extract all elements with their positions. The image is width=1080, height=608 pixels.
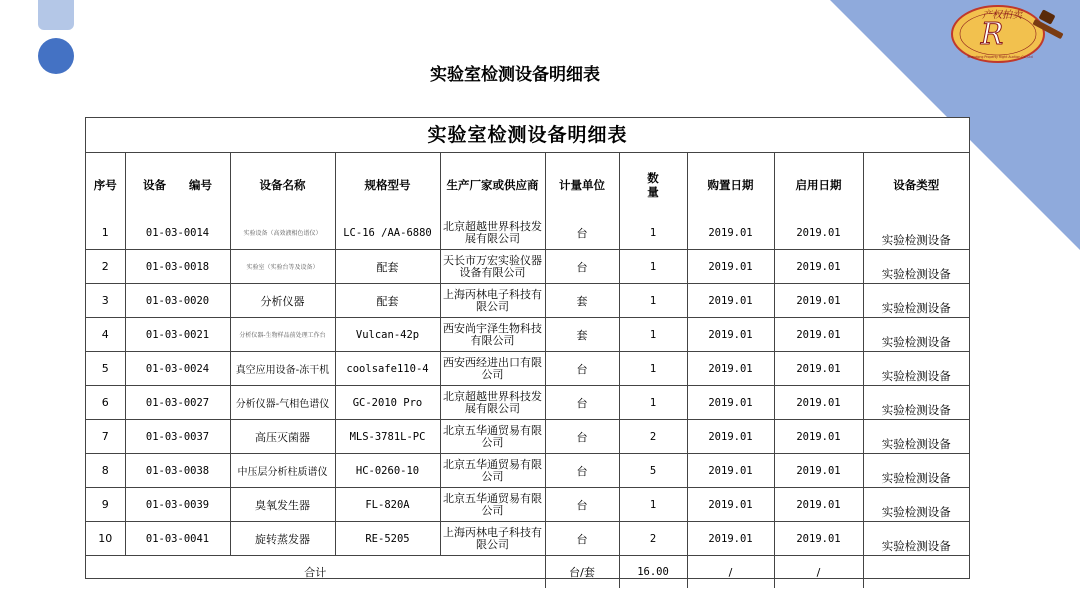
code-cell: 01-03-0038 [125, 454, 230, 488]
code-cell: 01-03-0027 [125, 386, 230, 420]
table-row [86, 420, 969, 454]
name-cell: 实验室（实验台等及设备） [230, 250, 335, 284]
header-cell: 规格型号 [335, 153, 440, 216]
table-row [86, 250, 969, 284]
quantity-cell: 2 [619, 522, 687, 556]
sheet-title: 实验室检测设备明细表 [86, 118, 969, 153]
quantity-cell: 1 [619, 386, 687, 420]
table-row [86, 488, 969, 522]
table-row [86, 216, 969, 250]
total-type-empty [863, 556, 969, 589]
table-row [86, 522, 969, 556]
table-row [86, 284, 969, 318]
purchase-date-cell: 2019.01 [687, 318, 774, 352]
purchase-date-cell: 2019.01 [687, 522, 774, 556]
quantity-cell: 1 [619, 250, 687, 284]
header-cell: 设备类型 [863, 153, 969, 216]
total-row [86, 556, 969, 589]
supplier-cell: 北京超越世界科技发展有限公司 [440, 216, 545, 250]
model-cell: Vulcan-42p [335, 318, 440, 352]
type-cell: 实验检测设备 [863, 284, 969, 318]
index-cell: 1 [86, 216, 125, 250]
slide-title: 实验室检测设备明细表 [430, 65, 600, 85]
start-date-cell: 2019.01 [774, 250, 863, 284]
unit-cell: 台 [545, 488, 619, 522]
type-cell: 实验检测设备 [863, 250, 969, 284]
code-cell: 01-03-0018 [125, 250, 230, 284]
start-date-cell: 2019.01 [774, 216, 863, 250]
model-cell: GC-2010 Pro [335, 386, 440, 420]
model-cell: FL-820A [335, 488, 440, 522]
header-cell: 购置日期 [687, 153, 774, 216]
code-cell: 01-03-0024 [125, 352, 230, 386]
name-cell: 分析仪器-气相色谱仪 [230, 386, 335, 420]
table-row [86, 454, 969, 488]
name-cell: 分析仪器 [230, 284, 335, 318]
start-date-cell: 2019.01 [774, 488, 863, 522]
model-cell: 配套 [335, 284, 440, 318]
start-date-cell: 2019.01 [774, 420, 863, 454]
unit-cell: 套 [545, 284, 619, 318]
start-date-cell: 2019.01 [774, 284, 863, 318]
unit-cell: 台 [545, 250, 619, 284]
code-cell: 01-03-0021 [125, 318, 230, 352]
total-label: 合计 [86, 556, 545, 589]
supplier-cell: 北京五华通贸易有限公司 [440, 454, 545, 488]
index-cell: 6 [86, 386, 125, 420]
total-purchase-date: / [687, 556, 774, 589]
purchase-date-cell: 2019.01 [687, 488, 774, 522]
name-cell: 旋转蒸发器 [230, 522, 335, 556]
code-cell: 01-03-0041 [125, 522, 230, 556]
model-cell: LC-16 /AA-6880 [335, 216, 440, 250]
type-cell: 实验检测设备 [863, 420, 969, 454]
supplier-cell: 北京超越世界科技发展有限公司 [440, 386, 545, 420]
supplier-cell: 天长市万宏实验仪器设备有限公司 [440, 250, 545, 284]
equipment-sheet [85, 117, 970, 579]
purchase-date-cell: 2019.01 [687, 420, 774, 454]
supplier-cell: 北京五华通贸易有限公司 [440, 420, 545, 454]
header-cell: 序号 [86, 153, 125, 216]
code-cell: 01-03-0020 [125, 284, 230, 318]
type-cell: 实验检测设备 [863, 216, 969, 250]
purchase-date-cell: 2019.01 [687, 216, 774, 250]
unit-cell: 台 [545, 522, 619, 556]
header-cell: 设备名称 [230, 153, 335, 216]
name-cell: 分析仪器-生物样品前处理工作台 [230, 318, 335, 352]
unit-cell: 台 [545, 454, 619, 488]
quantity-cell: 1 [619, 488, 687, 522]
company-logo [948, 2, 1074, 64]
supplier-cell: 西安西经进出口有限公司 [440, 352, 545, 386]
type-cell: 实验检测设备 [863, 522, 969, 556]
index-cell: 9 [86, 488, 125, 522]
total-start-date: / [774, 556, 863, 589]
index-cell: 3 [86, 284, 125, 318]
header-cell: 设备 编号 [125, 153, 230, 216]
purchase-date-cell: 2019.01 [687, 284, 774, 318]
total-unit: 台/套 [545, 556, 619, 589]
unit-cell: 台 [545, 352, 619, 386]
header-cell: 生产厂家或供应商 [440, 153, 545, 216]
logo-text: 产权拍卖 [982, 10, 1022, 21]
index-cell: 2 [86, 250, 125, 284]
type-cell: 实验检测设备 [863, 488, 969, 522]
model-cell: HC-0260-10 [335, 454, 440, 488]
code-cell: 01-03-0014 [125, 216, 230, 250]
header-row [86, 153, 969, 216]
model-cell: 配套 [335, 250, 440, 284]
quantity-cell: 1 [619, 352, 687, 386]
model-cell: coolsafe110-4 [335, 352, 440, 386]
purchase-date-cell: 2019.01 [687, 454, 774, 488]
index-cell: 10 [86, 522, 125, 556]
total-quantity: 16.00 [619, 556, 687, 589]
index-cell: 8 [86, 454, 125, 488]
table-row [86, 318, 969, 352]
quantity-cell: 5 [619, 454, 687, 488]
supplier-cell: 上海丙林电子科技有限公司 [440, 284, 545, 318]
start-date-cell: 2019.01 [774, 522, 863, 556]
type-cell: 实验检测设备 [863, 386, 969, 420]
supplier-cell: 北京五华通贸易有限公司 [440, 488, 545, 522]
header-cell: 启用日期 [774, 153, 863, 216]
equipment-table [86, 153, 969, 588]
unit-cell: 套 [545, 318, 619, 352]
unit-cell: 台 [545, 386, 619, 420]
header-cell: 计量单位 [545, 153, 619, 216]
model-cell: RE-5205 [335, 522, 440, 556]
name-cell: 高压灭菌器 [230, 420, 335, 454]
logo-ring-text: Shandong Property Right Auction Co.,Ltd [967, 55, 1033, 59]
start-date-cell: 2019.01 [774, 386, 863, 420]
table-row [86, 386, 969, 420]
decor-bar [38, 0, 74, 30]
name-cell: 臭氧发生器 [230, 488, 335, 522]
header-cell: 数 量 [619, 153, 687, 216]
table-row [86, 352, 969, 386]
type-cell: 实验检测设备 [863, 352, 969, 386]
index-cell: 5 [86, 352, 125, 386]
type-cell: 实验检测设备 [863, 454, 969, 488]
start-date-cell: 2019.01 [774, 454, 863, 488]
purchase-date-cell: 2019.01 [687, 352, 774, 386]
table-body [86, 216, 969, 588]
start-date-cell: 2019.01 [774, 352, 863, 386]
purchase-date-cell: 2019.01 [687, 250, 774, 284]
name-cell: 实验设备（高效液相色谱仪） [230, 216, 335, 250]
unit-cell: 台 [545, 216, 619, 250]
name-cell: 中压层分析柱质谱仪 [230, 454, 335, 488]
purchase-date-cell: 2019.01 [687, 386, 774, 420]
supplier-cell: 上海丙林电子科技有限公司 [440, 522, 545, 556]
model-cell: MLS-3781L-PC [335, 420, 440, 454]
quantity-cell: 1 [619, 318, 687, 352]
code-cell: 01-03-0037 [125, 420, 230, 454]
index-cell: 4 [86, 318, 125, 352]
name-cell: 真空应用设备-冻干机 [230, 352, 335, 386]
supplier-cell: 西安尚宇泽生物科技有限公司 [440, 318, 545, 352]
unit-cell: 台 [545, 420, 619, 454]
index-cell: 7 [86, 420, 125, 454]
code-cell: 01-03-0039 [125, 488, 230, 522]
quantity-cell: 1 [619, 216, 687, 250]
quantity-cell: 1 [619, 284, 687, 318]
quantity-cell: 2 [619, 420, 687, 454]
svg-text:R: R [980, 17, 1004, 52]
start-date-cell: 2019.01 [774, 318, 863, 352]
type-cell: 实验检测设备 [863, 318, 969, 352]
